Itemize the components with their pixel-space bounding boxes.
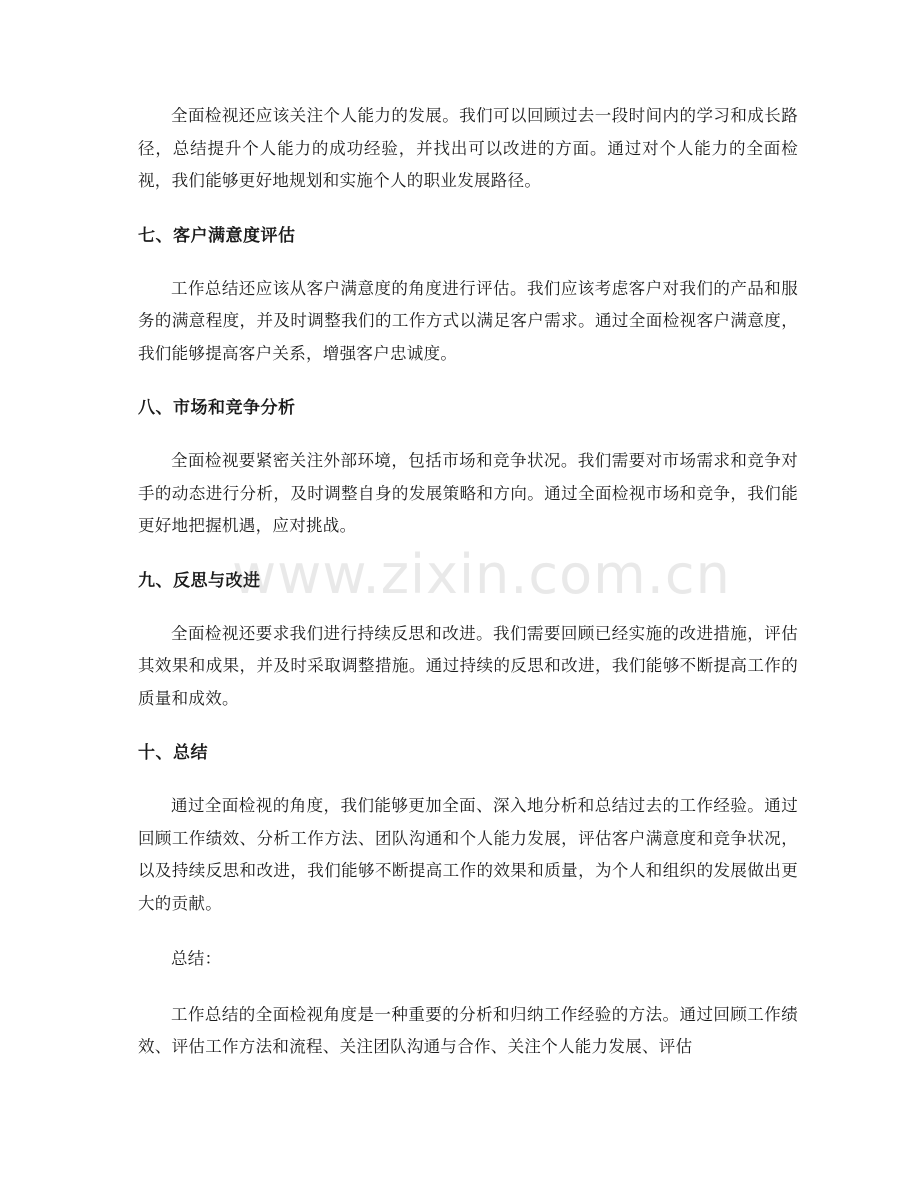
paragraph-summary: 通过全面检视的角度，我们能够更加全面、深入地分析和总结过去的工作经验。通过回顾工作绩效、分析工作方法、团队沟通和个人能力发展，评估客户满意度和竞争状况，以及持续反思和改进，我们能够不断提高工作的效果和质量，为个人和组织的发展做出更大的贡献。: [138, 796, 798, 913]
paragraph-reflection-improvement: 全面检视还要求我们进行持续反思和改进。我们需要回顾已经实施的改进措施，评估其效果和成果，并及时采取调整措施。通过持续的反思和改进，我们能够不断提高工作的质量和成效。: [138, 623, 798, 708]
paragraph-personal-ability: 全面检视还应该关注个人能力的发展。我们可以回顾过去一段时间内的学习和成长路径，总结提升个人能力的成功经验，并找出可以改进的方面。通过对个人能力的全面检视，我们能够更好地规划和实施个人的职业发展路径。: [138, 106, 798, 190]
paragraph-market-competition: 全面检视要紧密关注外部环境，包括市场和竞争状况。我们需要对市场需求和竞争对手的动态进行分析，及时调整自身的发展策略和方向。通过全面检视市场和竞争，我们能更好地把握机遇，应对挑战。: [138, 451, 798, 535]
heading-reflection-improvement: 九、反思与改进: [138, 570, 261, 591]
paragraph-final-summary: 工作总结的全面检视角度是一种重要的分析和归纳工作经验的方法。通过回顾工作绩效、评估工作方法和流程、关注团队沟通与合作、关注个人能力发展、评估: [138, 1004, 798, 1056]
watermark-text: www.zixin.com.cn: [232, 543, 731, 606]
heading-summary: 十、总结: [138, 743, 208, 763]
heading-customer-satisfaction: 七、客户满意度评估: [138, 225, 296, 246]
paragraph-customer-satisfaction: 工作总结还应该从客户满意度的角度进行评估。我们应该考虑客户对我们的产品和服务的满意程度，并及时调整我们的工作方式以满足客户需求。通过全面检视客户满意度，我们能够提高客户关系，增强客户忠诚度。: [138, 278, 798, 363]
document-body: [138, 100, 798, 1064]
heading-market-competition: 八、市场和竞争分析: [138, 398, 296, 418]
paragraph-summary-label: 总结：: [171, 949, 222, 968]
